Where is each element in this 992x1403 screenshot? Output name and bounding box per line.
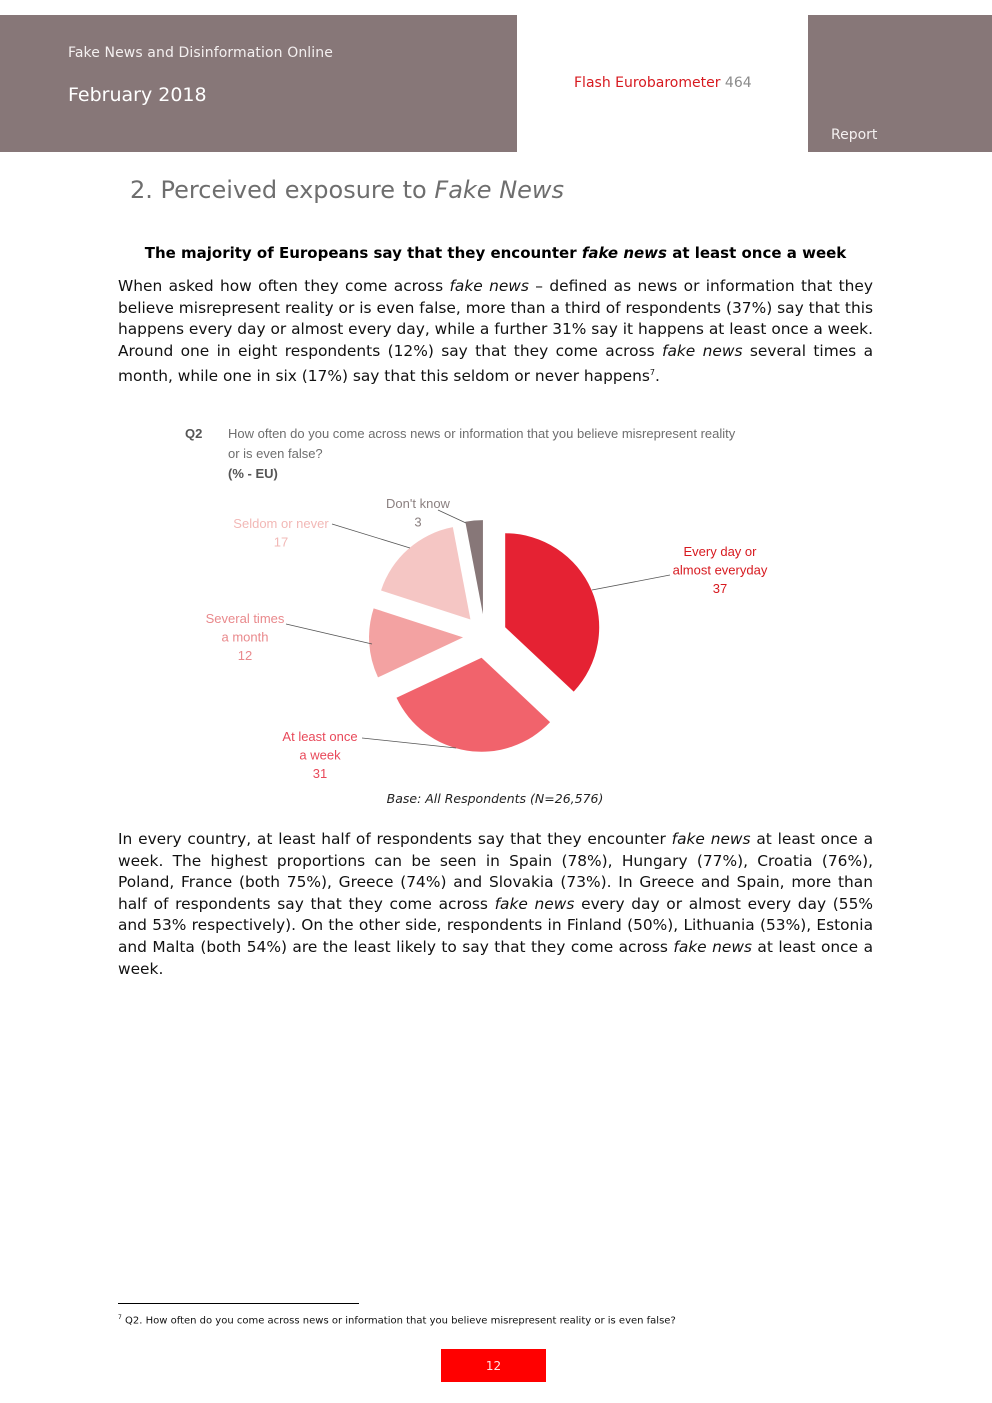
- text-run: at least once a week. The highest proportions can be seen in Spain (78%), Hungary (77%), Croatia (76%), Poland, France (both 75%), Greece (74%) and Slovakia (73%). In Greece and Spain, more than half of respondents say that they come across: [118, 830, 873, 913]
- chart-question-code: Q2: [185, 426, 203, 441]
- leader-line: [332, 524, 410, 548]
- doc-type: Report: [831, 127, 878, 143]
- data-label-category: a month: [221, 629, 269, 645]
- text-run: When asked how often they come across: [118, 277, 444, 295]
- text-run: every day or almost every day (55% and 53% respectively). On the other side, respondents in Finland (50%), Lithuania (53%), Estonia and Malta (both 54%) are the least likely to say that they come across: [118, 894, 873, 956]
- lead-text: The majority of Europeans say that they encounter: [144, 244, 577, 262]
- section-number: 2.: [130, 176, 153, 204]
- paragraph-2: [118, 829, 873, 980]
- pie-slice: [465, 520, 483, 614]
- page-number: 12: [441, 1349, 546, 1382]
- section-title-text: Perceived exposure to: [160, 176, 427, 204]
- italic-run: fake news: [673, 937, 752, 956]
- section-title-italic: Fake News: [434, 176, 565, 204]
- text-run: .: [654, 367, 660, 386]
- data-label-value: 37: [712, 581, 728, 596]
- text-run: several times a month, while one in six (17%) say that this seldom or never happens: [118, 341, 874, 386]
- text-run: – defined as news or information that they believe misrepresent reality or is even false, more than a third of respondents (37%) say that this happens every day or almost every day, while a further 31% say it happens at least once a week. Around one in eight respondents (12%) say that they come across: [118, 277, 873, 360]
- text-run: In every country, at least half of respondents say that they encounter: [118, 830, 666, 848]
- pie-slice: [505, 533, 599, 691]
- footnote-reference[interactable]: 7: [649, 368, 655, 378]
- lead-italic: fake news: [581, 244, 667, 262]
- data-label-value: 12: [237, 648, 253, 663]
- data-label-category: almost everyday: [672, 562, 768, 578]
- text-run: at least once a week.: [118, 937, 873, 978]
- data-label-category: Don't know: [386, 496, 450, 511]
- data-label-category: a week: [299, 747, 341, 763]
- italic-run: fake news: [671, 830, 751, 848]
- data-label-value: 31: [312, 766, 328, 781]
- footnote-number: 7: [118, 1314, 122, 1321]
- report-subtitle: Fake News and Disinformation Online: [68, 45, 333, 61]
- footnote-text: Q2. How often do you come across news or information that you believe misrepresent reality or is even false?: [125, 1315, 676, 1327]
- chart-base-note: Base: All Respondents (N=26,576): [386, 791, 604, 806]
- data-label-category: At least once: [282, 729, 358, 744]
- lead-text-end: at least once a week: [672, 244, 847, 262]
- data-label-value: 3: [414, 514, 422, 530]
- pie-slice: [369, 608, 463, 677]
- leader-line: [286, 624, 372, 644]
- leader-line: [592, 575, 670, 590]
- italic-run: fake news: [449, 277, 529, 295]
- report-date: February 2018: [68, 84, 207, 106]
- pie-slices: [369, 520, 599, 752]
- data-label-category: Seldom or never: [233, 516, 329, 531]
- footnote-rule: [118, 1303, 359, 1304]
- chart-title-line1: How often do you come across news or information that you believe misrepresent reality: [228, 426, 736, 441]
- italic-run: fake news: [494, 894, 575, 913]
- data-label-category: Every day or: [683, 544, 757, 559]
- leader-line: [438, 510, 466, 523]
- pie-slice: [397, 658, 551, 752]
- chart-title-line2: or is even false?: [228, 446, 323, 461]
- chart-subtitle: (% - EU): [228, 466, 278, 481]
- series-name: Flash Eurobarometer: [574, 75, 721, 91]
- data-label-value: 17: [273, 534, 289, 550]
- data-label-category: Several times: [205, 611, 285, 626]
- pie-slice: [381, 527, 470, 619]
- series-number: 464: [724, 75, 752, 91]
- footnote: [118, 1314, 676, 1326]
- italic-run: fake news: [662, 341, 743, 360]
